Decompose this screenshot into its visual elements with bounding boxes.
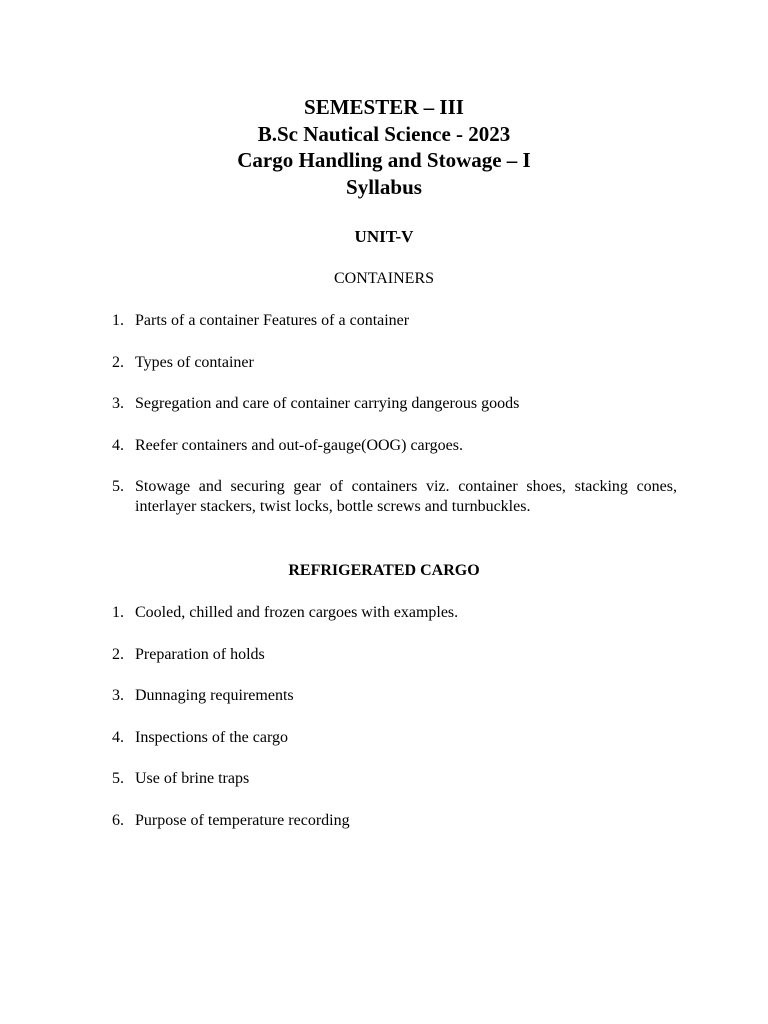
program-heading: B.Sc Nautical Science - 2023 [257, 121, 511, 146]
list-item-text: Parts of a container Features of a container [135, 312, 410, 329]
list-item-number: 5. [112, 770, 124, 787]
list-item-text: Types of container [135, 354, 254, 371]
list-item-text: Purpose of temperature recording [135, 812, 350, 829]
refrigerated-section-title: REFRIGERATED CARGO [288, 562, 480, 579]
containers-section-title: CONTAINERS [333, 270, 435, 287]
list-item-text: Segregation and care of container carrying dangerous goods [135, 395, 520, 412]
list-item-number: 1. [112, 312, 124, 329]
list-item-number: 5. [112, 478, 124, 495]
list-item-text: Preparation of holds [135, 646, 265, 663]
list-item-number: 2. [112, 354, 124, 371]
list-item-text: Cooled, chilled and frozen cargoes with examples. [135, 604, 459, 621]
list-item-number: 1. [112, 604, 124, 621]
list-item-text: Reefer containers and out-of-gauge(OOG) cargoes. [135, 437, 464, 454]
unit-title: UNIT-V [354, 227, 414, 246]
semester-heading: SEMESTER – III [304, 95, 464, 119]
list-item-number: 4. [112, 437, 124, 454]
list-item-number: 3. [112, 395, 124, 412]
course-heading: Cargo Handling and Stowage – I [237, 148, 531, 172]
list-item-text: Use of brine traps [135, 770, 250, 787]
list-item-text: Inspections of the cargo [135, 729, 288, 746]
list-item-number: 2. [112, 646, 124, 663]
list-item-text: Stowage and securing gear of containers viz. container shoes, stacking cones, interlayer stackers, twist locks, bottle screws and turnbuckles. [135, 478, 677, 515]
list-item-number: 3. [112, 687, 124, 704]
document-header [0, 94, 768, 200]
list-item-number: 4. [112, 729, 124, 746]
list-item-number: 6. [112, 812, 124, 829]
syllabus-heading: Syllabus [346, 174, 422, 199]
list-item-text: Dunnaging requirements [135, 687, 294, 704]
